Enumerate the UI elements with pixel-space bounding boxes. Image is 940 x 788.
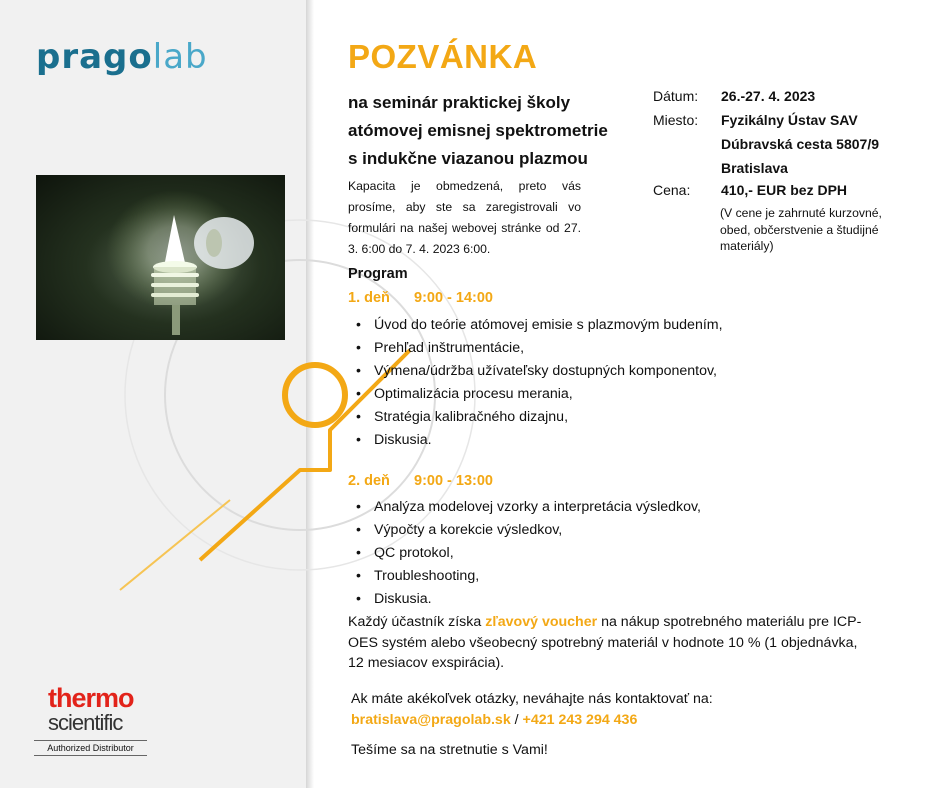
list-item: • Optimalizácia procesu merania, [356,384,723,407]
list-item: • Výmena/údržba užívateľsky dostupných komponentov, [356,361,723,384]
plasma-torch-image [36,175,285,340]
list-item: • Troubleshooting, [356,566,701,589]
list-item: • Diskusia. [356,430,723,453]
voucher-highlight: zľavový voucher [485,614,598,630]
day-2-heading: 2. deň 9:00 - 13:00 [348,473,493,489]
authorized-distributor-badge: Authorized Distributor [34,740,147,756]
email-link[interactable]: bratislava@pragolab.sk [351,712,511,728]
list-item: • Stratégia kalibračného dizajnu, [356,407,723,430]
seminar-subtitle: na seminár praktickej školy atómovej emisnej spektrometrie s indukčne viazanou plazmou [348,93,608,168]
list-item: • Diskusia. [356,589,701,612]
list-item: • Analýza modelovej vzorky a interpretácia výsledkov, [356,497,701,520]
page-title: POZVÁNKA [348,38,538,75]
voucher-paragraph: Každý účastník získa zľavový voucher na nákup spotrebného materiálu pre ICP-OES systém alebo všeobecný spotrebný materiál v hodnote 10 % (1 objednávka, 12 mesiacov exspirácia). [348,614,862,671]
contact-block: Ak máte akékoľvek otázky, neváhajte nás kontaktovať na: bratislava@pragolab.sk / +421 243 294 436 [351,691,713,728]
closing-text: Tešíme sa na stretnutie s Vami! [351,742,548,758]
list-item: • QC protokol, [356,543,701,566]
registration-note: Kapacita je obmedzená, preto vás prosíme, aby ste sa zaregistrovali vo formulári na našej webovej stránke od 27. 3. 6:00 do 7. 4. 2023 6:00. [348,179,581,256]
day-1-heading: 1. deň 9:00 - 14:00 [348,290,493,306]
program-heading: Program [348,266,408,282]
list-item: • Prehľad inštrumentácie, [356,338,723,361]
day-1-items [356,315,723,453]
thermo-scientific-logo: thermo scientific [48,683,134,735]
plasma-torch-photo [36,175,285,340]
phone-link[interactable]: +421 243 294 436 [522,712,638,728]
day-2-items [356,497,701,612]
price-note: (V cene je zahrnuté kurzovné, obed, občerstvenie a študijné materiály) [720,206,882,253]
list-item: • Úvod do teórie atómovej emisie s plazmovým budením, [356,315,723,338]
list-item: • Výpočty a korekcie výsledkov, [356,520,701,543]
pragolab-logo: pragolab [36,37,208,77]
